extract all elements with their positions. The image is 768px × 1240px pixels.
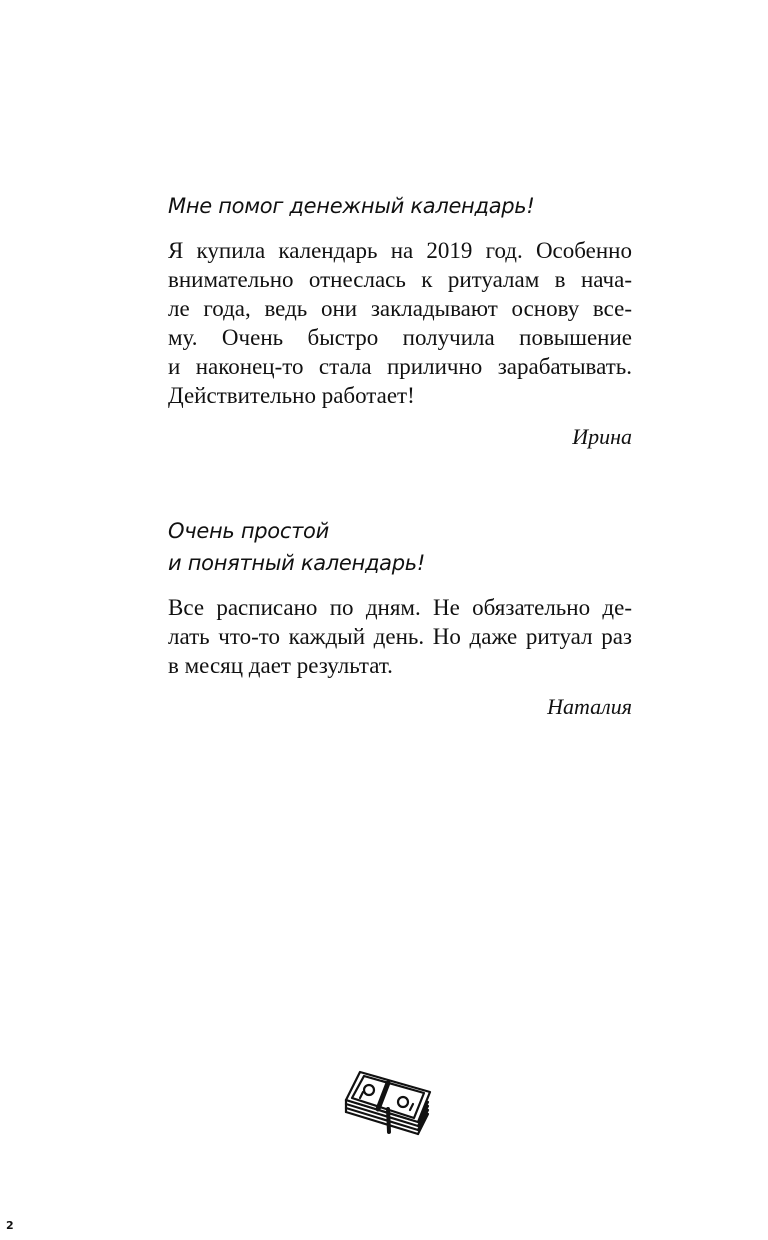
review-title-line: и понятный календарь! bbox=[168, 551, 425, 575]
review-author: Ирина bbox=[572, 424, 632, 449]
review-author: Наталия bbox=[547, 694, 632, 719]
review-irina bbox=[168, 190, 632, 452]
review-text-line: Я купила календарь на 2019 год. Особенно bbox=[168, 238, 632, 263]
review-natalia bbox=[168, 515, 632, 722]
review-text-line: и наконец-то стала прилично зарабатывать. bbox=[168, 354, 632, 379]
review-text bbox=[168, 236, 632, 410]
review-text-line: Все расписано по дням. Не обязательно де- bbox=[168, 595, 632, 620]
review-text bbox=[168, 593, 632, 680]
review-title bbox=[168, 190, 632, 222]
review-title-line: Очень простой bbox=[168, 519, 329, 543]
review-title-line: Мне помог денежный календарь! bbox=[168, 194, 535, 218]
page-number: 2 bbox=[6, 1219, 14, 1232]
review-text-line: лать что-то каждый день. Но даже ритуал раз bbox=[168, 624, 632, 649]
review-text-line: ле года, ведь они закладывают основу все- bbox=[168, 296, 632, 321]
review-text-line: Действительно работает! bbox=[168, 383, 415, 408]
review-text-line: внимательно отнеслась к ритуалам в нача- bbox=[168, 267, 632, 292]
review-title bbox=[168, 515, 632, 579]
money-stack-icon bbox=[336, 1062, 436, 1142]
review-text-line: в месяц дает результат. bbox=[168, 653, 393, 678]
review-text-line: му. Очень быстро получила повышение bbox=[168, 325, 632, 350]
